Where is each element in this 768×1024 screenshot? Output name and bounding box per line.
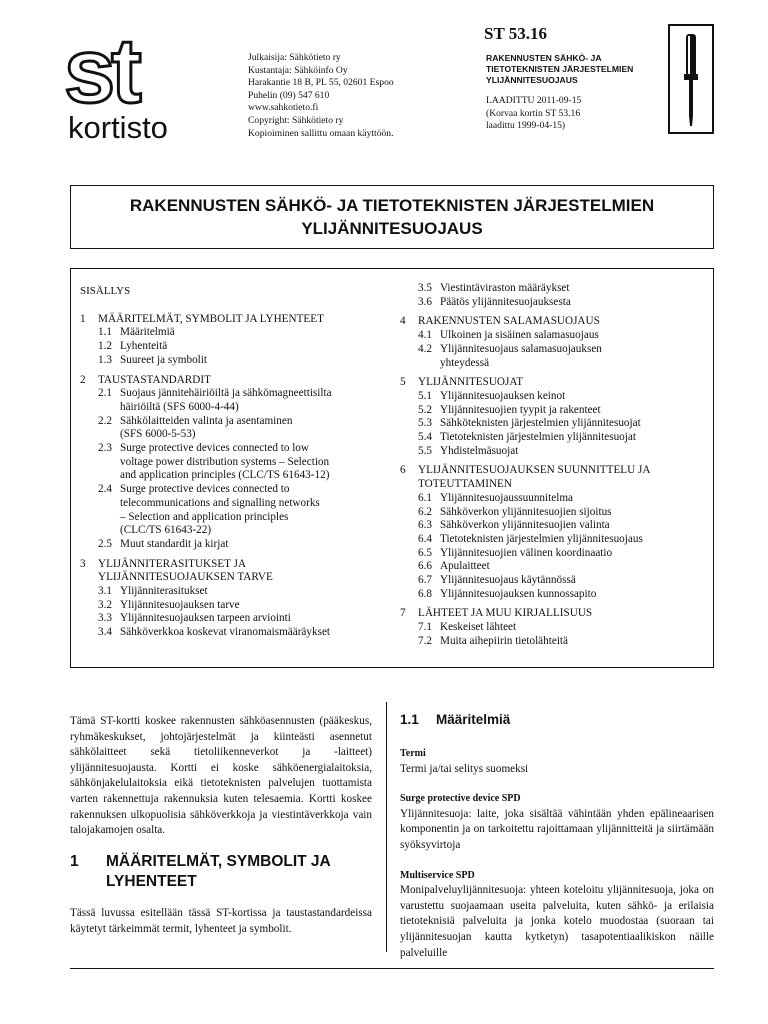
toc-chapter	[400, 607, 700, 621]
toc-number: 2.2	[98, 414, 112, 427]
toc-number: 6	[400, 464, 406, 477]
toc-section	[400, 547, 700, 561]
toc-text: MÄÄRITELMÄT, SYMBOLIT JA LYHENTEET	[98, 312, 324, 325]
toc-section	[80, 538, 380, 552]
toc-number: 1	[80, 312, 86, 325]
toc-text: Viestintäviraston määräykset	[440, 282, 570, 294]
toc-section	[400, 519, 700, 533]
toc-number: 2.5	[98, 537, 112, 550]
toc-chapter	[80, 558, 380, 585]
section-1-1-heading	[400, 712, 510, 727]
toc-number: 1.2	[98, 340, 112, 353]
toc-text: – Selection and application principles	[120, 510, 289, 523]
toc-text: Ylijännitesuojien välinen koordinaatio	[440, 546, 613, 559]
toc-text: Ylijännitesuojien tyypit ja rakenteet	[440, 403, 601, 416]
toc-number: 3.1	[98, 585, 112, 598]
definition-description: Monipalveluylijännitesuoja: yhteen koteloitu ylijännitesuoja, joka on varustettu suojaamaan useita palveluita, kuten sähkö- ja erilaisia tietoteknisiä palveluita ja jonka kotelo muodostaa (suoraan tai ylijännitesuojan kautta kytketyn) tasapotentiaalikiskon näille palveluille	[400, 884, 714, 959]
toc-number: 7	[400, 607, 406, 620]
toc-text: YLIJÄNNITESUOJAUKSEN TARVE	[98, 571, 273, 584]
toc-number: 6.2	[418, 505, 432, 518]
toc-text: Muut standardit ja kirjat	[120, 537, 229, 550]
toc-number: 5.5	[418, 444, 432, 457]
toc-number: 6.8	[418, 587, 432, 600]
toc-number: 1.1	[98, 326, 112, 339]
toc-text: Tietoteknisten järjestelmien ylijännitesuojat	[440, 431, 636, 444]
toc-section	[400, 445, 700, 459]
definitions-list	[400, 746, 714, 975]
definition-description: Ylijännitesuoja: laite, joka sisältää vähintään yhden epälineaarisen komponentin ja on tarkoitettu rajoittamaan ylijännitteitä ja siirtämään syöksyvirtoja	[400, 807, 714, 851]
toc-section	[80, 340, 380, 354]
toc-number: 2.1	[98, 387, 112, 400]
toc-chapter	[400, 376, 700, 390]
toc-number: 2	[80, 373, 86, 386]
toc-number: 5.4	[418, 431, 432, 444]
toc-number: 7.2	[418, 634, 432, 647]
publisher-line: Julkaisija: Sähkötieto ry	[248, 52, 341, 63]
toc-section	[80, 415, 380, 442]
date-line: LAADITTU 2011-09-15	[486, 95, 582, 106]
toc-number: 5	[400, 376, 406, 389]
toc-number: 3.5	[418, 282, 432, 294]
toc-text: telecommunications and signalling networks	[120, 496, 320, 509]
toc-number: 6.1	[418, 491, 432, 504]
toc-section	[400, 417, 700, 431]
toc-section	[80, 599, 380, 613]
toc-text: Suureet ja symbolit	[120, 353, 208, 366]
toc-text: Sähköverkon ylijännitesuojien valinta	[440, 519, 610, 532]
toc-section	[80, 326, 380, 340]
toc-text: Ylijännitesuojauksen tarve	[120, 598, 240, 611]
logo-kortisto-text: kortisto	[68, 110, 168, 144]
toc-section	[80, 612, 380, 626]
publisher-line: Harakantie 18 B, PL 55, 02601 Espoo	[248, 77, 394, 89]
card-code: ST 53.16	[484, 24, 547, 43]
toc-text: Ylijännitesuojaus käytännössä	[440, 574, 576, 587]
toc-number: 5.2	[418, 403, 432, 416]
toc-number: 7.1	[418, 621, 432, 634]
toc-text: yhteydessä	[440, 356, 490, 369]
toc-text: Sähkölaitteiden valinta ja asentaminen	[120, 414, 293, 427]
toc-number: 3	[80, 557, 86, 570]
column-divider	[386, 702, 387, 952]
toc-number: 3.2	[98, 598, 112, 611]
screwdriver-icon	[668, 24, 714, 134]
toc-chapter	[80, 313, 380, 327]
toc-section	[400, 343, 700, 370]
toc-text: Apulaitteet	[440, 560, 490, 573]
toc-section	[80, 442, 380, 483]
toc-section	[400, 588, 700, 602]
toc-number: 6.7	[418, 574, 432, 587]
card-title	[486, 53, 633, 86]
toc-text: Ylijänniterasitukset	[120, 585, 208, 598]
toc-chapter	[400, 464, 700, 491]
st-kortisto-logo	[62, 34, 232, 144]
toc-section	[400, 329, 700, 343]
toc-section	[80, 483, 380, 538]
toc-section	[80, 585, 380, 599]
definition-description: Termi ja/tai selitys suomeksi	[400, 762, 529, 775]
definition-term: Multiservice SPD	[400, 869, 475, 881]
toc-number: 1.3	[98, 353, 112, 366]
toc-text: YLIJÄNNITESUOJAUKSEN SUUNNITTELU JA	[418, 464, 651, 477]
toc-text: Lyhenteitä	[120, 340, 168, 353]
toc-number: 5.1	[418, 389, 432, 402]
toc-section	[80, 387, 380, 414]
toc-section	[400, 431, 700, 445]
toc-section	[400, 621, 700, 635]
card-title-line: RAKENNUSTEN SÄHKÖ- JA	[486, 53, 602, 63]
toc-number: 6.3	[418, 519, 432, 532]
toc-text: (CLC/TS 61643-22)	[120, 524, 212, 537]
toc-number: 6.6	[418, 560, 432, 573]
toc-text: YLIJÄNNITERASITUKSET JA	[98, 557, 247, 570]
toc-text: YLIJÄNNITESUOJAT	[418, 376, 524, 389]
card-title-line: YLIJÄNNITESUOJAUS	[486, 75, 578, 85]
toc-number: 4.2	[418, 342, 432, 355]
toc-chapter	[80, 374, 380, 388]
toc-number: 3.6	[418, 295, 432, 308]
toc-section	[80, 354, 380, 368]
toc-text: Surge protective devices connected to	[120, 483, 290, 496]
toc-section	[400, 533, 700, 547]
intro-paragraph: Tämä ST-kortti koskee rakennusten sähköasennusten (pääkeskus, ryhmäkeskukset, johtojärjestelmät ja kiinteästi asennetut sähkölaitteet sekä tietoliikenneverkot ja -laitteet) ylijännitesuojausta. Kortti ei koske sähköenergialaitoksia, sähkönjakelulaitoksia eikä tietoteknisten palvelujen tuottamista varten rakennettuja rakennuksia kuten telesaemia. Kortti koskee rakennuksen ulkopuolisia sähköverkkoja ja viestintäverkkoja vain talojakamojen osalta.	[70, 715, 372, 837]
publisher-line: www.sahkotieto.fi	[248, 102, 319, 114]
toc-text: Muita aihepiirin tietolähteitä	[440, 634, 568, 647]
toc-section	[400, 506, 700, 520]
toc-text: Ylijännitesuojauksen kunnossapito	[440, 587, 597, 600]
definition-term: Surge protective device SPD	[400, 793, 521, 805]
toc-section	[400, 296, 700, 310]
toc-section	[400, 492, 700, 506]
toc-text: Yhdistelmäsuojat	[440, 444, 519, 457]
logo-st-text: st	[64, 34, 138, 122]
toc-text: TOTEUTTAMINEN	[418, 478, 512, 491]
section-title: MÄÄRITELMÄT, SYMBOLIT JA LYHENTEET	[106, 853, 331, 890]
toc-text: RAKENNUSTEN SALAMASUOJAUS	[418, 315, 600, 328]
toc-text: (SFS 6000-5-53)	[120, 428, 196, 441]
toc-number: 2.3	[98, 442, 112, 455]
toc-text: Ylijännitesuojaussuunnitelma	[440, 491, 573, 504]
toc-text: Suojaus jännitehäiriöiltä ja sähkömagneettisilta	[120, 387, 332, 400]
toc-section	[400, 574, 700, 588]
toc-text: Tietoteknisten järjestelmien ylijännitesuojaus	[440, 532, 643, 545]
bottom-rule	[70, 968, 714, 969]
toc-right-column	[400, 282, 700, 649]
toc-number: 3.3	[98, 612, 112, 625]
toc-text: LÄHTEET JA MUU KIRJALLISUUS	[418, 607, 593, 620]
toc-text: Surge protective devices connected to low	[120, 442, 309, 455]
toc-number: 3.4	[98, 626, 112, 639]
card-dates	[486, 95, 581, 133]
toc-chapter	[400, 315, 700, 329]
toc-section	[400, 390, 700, 404]
toc-text: häiriöiltä (SFS 6000-4-44)	[120, 400, 239, 413]
toc-number: 4.1	[418, 329, 432, 342]
title-line-1: RAKENNUSTEN SÄHKÖ- JA TIETOTEKNISTEN JÄRJESTELMIEN	[129, 196, 655, 215]
card-title-line: TIETOTEKNISTEN JÄRJESTELMIEN	[486, 64, 634, 74]
title-line-2: YLIJÄNNITESUOJAUS	[301, 219, 483, 238]
toc-text: and application principles (CLC/TS 61643-12)	[120, 469, 330, 482]
subsection-number: 1.1	[400, 712, 419, 727]
section-1-heading	[70, 852, 372, 892]
toc-text: Ulkoinen ja sisäinen salamasuojaus	[440, 329, 599, 342]
document-title	[70, 185, 714, 249]
toc-section	[400, 282, 700, 296]
toc-section	[400, 560, 700, 574]
toc-number: 6.4	[418, 532, 432, 545]
toc-text: Sähköverkkoa koskevat viranomaismääräykset	[120, 626, 331, 639]
date-line: laadittu 1999-04-15)	[486, 120, 566, 132]
toc-text: Ylijännitesuojauksen keinot	[440, 389, 566, 402]
toc-section	[400, 635, 700, 649]
toc-text: Ylijännitesuojaus salamasuojauksen	[440, 342, 602, 355]
publisher-line: Kustantaja: Sähköinfo Oy	[248, 64, 348, 76]
toc-text: voltage power distribution systems – Selection	[120, 455, 330, 468]
publisher-line: Copyright: Sähkötieto ry	[248, 114, 344, 126]
toc-number: 4	[400, 315, 406, 328]
toc-text: Päätös ylijännitesuojauksesta	[440, 295, 571, 308]
toc-text: Ylijännitesuojauksen tarpeen arviointi	[120, 612, 291, 625]
toc-section	[80, 626, 380, 640]
section-number: 1	[70, 853, 79, 870]
toc-number: 5.3	[418, 417, 432, 430]
publisher-info	[248, 52, 394, 140]
toc-text: Sähköverkon ylijännitesuojien sijoitus	[440, 505, 612, 518]
definition-term: Termi	[400, 748, 426, 759]
toc-heading: SISÄLLYS	[80, 285, 131, 297]
toc-text: TAUSTASTANDARDIT	[98, 373, 211, 386]
subsection-title: Määritelmiä	[436, 712, 511, 727]
toc-number: 2.4	[98, 483, 112, 496]
section-1-body: Tässä luvussa esitellään tässä ST-kortissa ja taustastandardeissa käytetyt tärkeimmät termit, lyhenteet ja symbolit.	[70, 907, 372, 935]
toc-text: Keskeiset lähteet	[440, 621, 517, 634]
toc-text: Määritelmiä	[120, 326, 175, 339]
date-line: (Korvaa kortin ST 53.16	[486, 107, 581, 119]
toc-number: 6.5	[418, 546, 432, 559]
publisher-line: Puhelin (09) 547 610	[248, 89, 330, 101]
publisher-line: Kopioiminen sallittu omaan käyttöön.	[248, 127, 394, 139]
toc-text: Sähköteknisten järjestelmien ylijännitesuojat	[440, 417, 641, 430]
toc-section	[400, 404, 700, 418]
toc-left-column	[80, 285, 380, 640]
